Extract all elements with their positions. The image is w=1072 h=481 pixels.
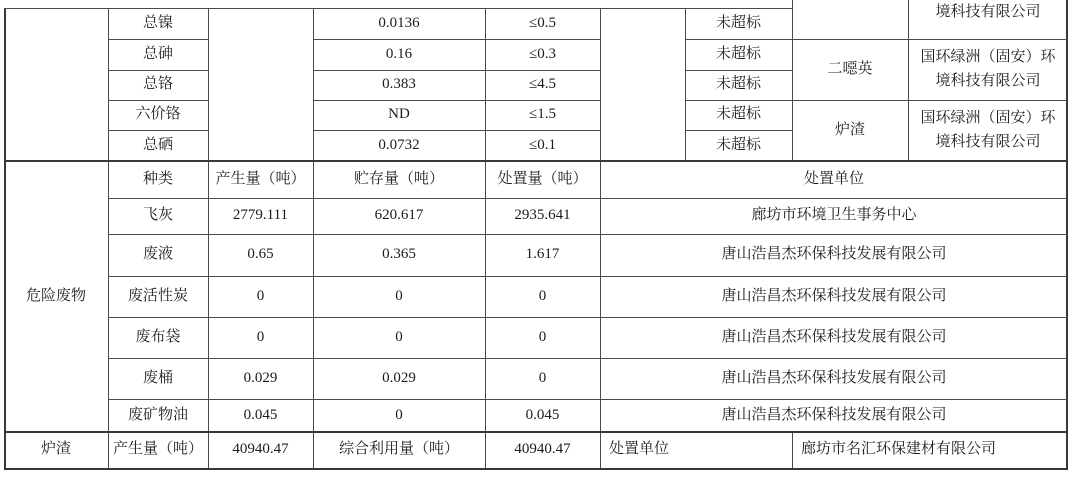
header-kind-cell: 种类 — [142, 170, 173, 187]
produced-amount-cell: 0 — [256, 328, 265, 345]
slag-utilized-label-cell: 综合利用量（吨） — [338, 441, 459, 458]
header-disposal-unit-cell: 处置单位 — [803, 170, 864, 187]
disposal-unit-cell: 唐山浩昌杰环保科技发展有限公司 — [721, 287, 947, 304]
status-cell: 未超标 — [715, 45, 761, 62]
disposal-unit-cell: 唐山浩昌杰环保科技发展有限公司 — [721, 406, 947, 423]
limit-value-cell: ≤0.1 — [529, 136, 556, 153]
disposed-amount-cell: 2935.641 — [514, 207, 571, 224]
header-disposed-cell: 处置量（吨） — [497, 170, 588, 187]
header-produced-cell: 产生量（吨） — [215, 170, 306, 187]
disposed-amount-cell: 1.617 — [525, 246, 560, 263]
slag-unit-label-cell: 处置单位 — [609, 441, 670, 458]
stored-amount-cell: 0.029 — [382, 369, 416, 386]
slag-produced-value-cell: 40940.47 — [232, 441, 289, 458]
slag-category-cell: 炉渣 — [40, 441, 71, 458]
disposal-company-cell: 国环绿洲（固安）环境科技有限公司 — [920, 49, 1056, 89]
limit-value-cell: ≤4.5 — [529, 76, 556, 93]
disposed-amount-cell: 0 — [538, 328, 547, 345]
produced-amount-cell: 0.65 — [247, 246, 274, 263]
limit-value-cell: ≤1.5 — [529, 106, 556, 123]
disposed-amount-cell: 0.045 — [525, 406, 560, 423]
status-cell: 未超标 — [715, 106, 761, 123]
measured-value-cell: 0.0136 — [378, 14, 420, 31]
slag-produced-label-cell: 产生量（吨） — [112, 441, 203, 458]
stored-amount-cell: 0 — [395, 328, 403, 345]
header-stored-cell: 贮存量（吨） — [353, 170, 444, 187]
pollutant-name-cell: 总硒 — [142, 136, 173, 153]
disposed-amount-cell: 0 — [538, 287, 547, 304]
measured-value-cell: 0.383 — [382, 76, 416, 93]
pollutant-name-cell: 总砷 — [142, 45, 173, 62]
status-cell: 未超标 — [715, 136, 761, 153]
waste-kind-cell: 废桶 — [142, 369, 173, 386]
disposal-company-cell: 国环绿洲（固安）环境科技有限公司 — [920, 110, 1056, 150]
waste-kind-cell: 废活性炭 — [127, 287, 188, 304]
produced-amount-cell: 0.029 — [243, 369, 278, 386]
disposal-unit-cell: 唐山浩昌杰环保科技发展有限公司 — [721, 246, 947, 263]
stored-amount-cell: 620.617 — [374, 207, 424, 224]
stored-amount-cell: 0 — [395, 287, 403, 304]
disposal-unit-cell: 唐山浩昌杰环保科技发展有限公司 — [721, 369, 947, 386]
waste-type-cell: 炉渣 — [834, 121, 865, 138]
disposed-amount-cell: 0 — [538, 369, 547, 386]
pollutant-name-cell: 总铬 — [142, 76, 173, 93]
pollutant-name-cell: 总镍 — [142, 14, 173, 31]
produced-amount-cell: 2779.111 — [232, 207, 289, 224]
measured-value-cell: 0.0732 — [378, 136, 420, 153]
limit-value-cell: ≤0.5 — [529, 14, 556, 31]
pollutant-name-cell: 六价铬 — [135, 106, 181, 123]
waste-kind-cell: 飞灰 — [142, 207, 173, 224]
hazardous-waste-category-cell: 危险废物 — [25, 287, 86, 304]
status-cell: 未超标 — [715, 76, 761, 93]
produced-amount-cell: 0.045 — [243, 406, 278, 423]
disposal-unit-cell: 廊坊市环境卫生事务中心 — [751, 207, 917, 224]
limit-value-cell: ≤0.3 — [529, 45, 556, 62]
waste-type-cell: 二噁英 — [827, 60, 873, 77]
produced-amount-cell: 0 — [256, 287, 265, 304]
stored-amount-cell: 0.365 — [382, 246, 416, 263]
stored-amount-cell: 0 — [395, 406, 403, 423]
slag-utilized-value-cell: 40940.47 — [514, 441, 571, 458]
grid-line-outer-bottom — [4, 468, 1068, 470]
measured-value-cell: 0.16 — [385, 45, 413, 62]
waste-kind-cell: 废液 — [142, 246, 173, 263]
waste-kind-cell: 废布袋 — [135, 328, 181, 345]
disposal-unit-cell: 唐山浩昌杰环保科技发展有限公司 — [721, 328, 947, 345]
slag-unit-company-cell: 廊坊市名汇环保建材有限公司 — [801, 441, 997, 458]
status-cell: 未超标 — [715, 14, 761, 31]
measured-value-cell: ND — [388, 106, 410, 123]
waste-kind-cell: 废矿物油 — [127, 406, 188, 423]
disposal-company-cell-clipped: 境科技有限公司 — [935, 4, 1041, 20]
